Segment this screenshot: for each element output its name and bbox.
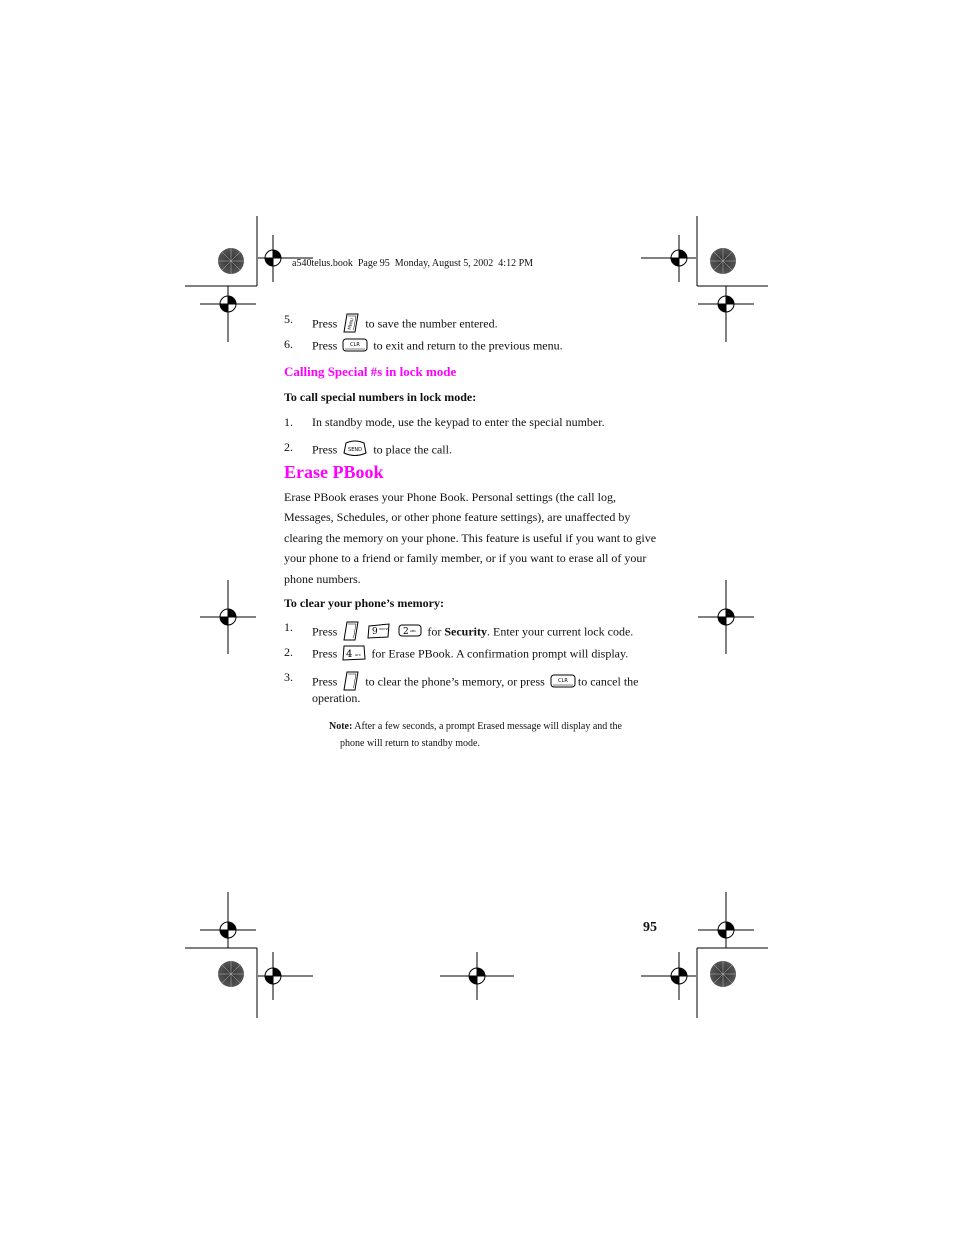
step-number: 1. (284, 620, 293, 634)
step-text: for (427, 624, 445, 639)
step-text: to save the number entered. (365, 316, 498, 331)
call-step-1 (0, 415, 954, 435)
step-text: In standby mode, use the keypad to enter the special number. (312, 415, 605, 429)
note-block (329, 718, 659, 752)
description-paragraph (284, 487, 664, 589)
step-text: operation. (312, 691, 361, 705)
step-5 (0, 312, 954, 332)
step-number: 1. (284, 415, 293, 429)
step-text: Press (312, 442, 338, 457)
step-number: 2. (284, 645, 293, 659)
nine-key-icon (367, 623, 391, 642)
step-text: . Enter your current lock code. (487, 624, 634, 639)
svg-text:9: 9 (372, 627, 379, 637)
svg-text:MENU: MENU (346, 317, 355, 331)
step-text: to clear the phone’s memory, or press (365, 674, 545, 689)
note-text: After a few seconds, a prompt Erased message will display and the (354, 721, 622, 732)
lead-clear: To clear your phone’s memory: (284, 596, 444, 610)
note-label: Note: (329, 721, 353, 732)
paragraph-line: Messages, Schedules, or other phone feature settings), are unaffected by (284, 510, 631, 525)
step-number: 3. (284, 670, 293, 684)
step-number: 2. (284, 440, 293, 454)
send-key-icon (342, 440, 368, 461)
svg-text:ABC: ABC (410, 629, 417, 633)
step-text: to exit and return to the previous menu. (373, 338, 563, 353)
step-number: 6. (284, 337, 293, 351)
call-step-2 (0, 440, 954, 460)
subheading: Calling Special #s in lock mode (284, 364, 457, 379)
step-text: Press (312, 624, 338, 639)
section-heading: Erase PBook (284, 462, 384, 482)
step-text: to cancel the (577, 674, 639, 689)
clear-step-1 (0, 620, 954, 640)
menu-key-icon (342, 620, 360, 645)
svg-text:2: 2 (403, 627, 410, 637)
security-label: Security (444, 624, 487, 639)
paragraph-line: clearing the memory on your phone. This feature is useful if you want to give (284, 530, 657, 545)
svg-text:CLR: CLR (350, 342, 361, 348)
step-text: Press (312, 338, 338, 353)
paragraph-line: your phone to a friend or family member, or if you want to erase all of your (284, 551, 647, 566)
page-number: 95 (643, 920, 657, 935)
book-header: a540telus.book Page 95 Monday, August 5, 2002 4:12 PM (292, 258, 534, 269)
svg-text:SEND: SEND (348, 447, 363, 453)
clear-step-3 (0, 670, 954, 710)
clr-key-icon (342, 337, 368, 356)
lead-call: To call special numbers in lock mode: (284, 390, 477, 404)
step-text: for Erase PBook. A confirmation prompt will display. (371, 646, 629, 661)
step-6 (0, 337, 954, 357)
svg-text:CLR: CLR (557, 678, 568, 684)
clr-key-icon (550, 673, 576, 692)
step-text: Press (312, 674, 338, 689)
svg-text:GHI: GHI (355, 653, 361, 657)
step-text: Press (312, 646, 338, 661)
svg-text:WXYZ: WXYZ (379, 627, 389, 631)
menu-key-icon (342, 312, 360, 337)
four-key-icon (342, 645, 366, 664)
svg-text:4: 4 (346, 649, 353, 660)
note-text: phone will return to standby mode. (340, 738, 480, 749)
paragraph-line: phone numbers. (284, 571, 361, 586)
step-text: to place the call. (373, 442, 452, 457)
step-number: 5. (284, 312, 293, 326)
step-text: Press (312, 316, 338, 331)
two-key-icon (398, 624, 422, 641)
paragraph-line: Erase PBook erases your Phone Book. Personal settings (the call log, (284, 490, 616, 504)
clear-step-2 (0, 645, 954, 665)
